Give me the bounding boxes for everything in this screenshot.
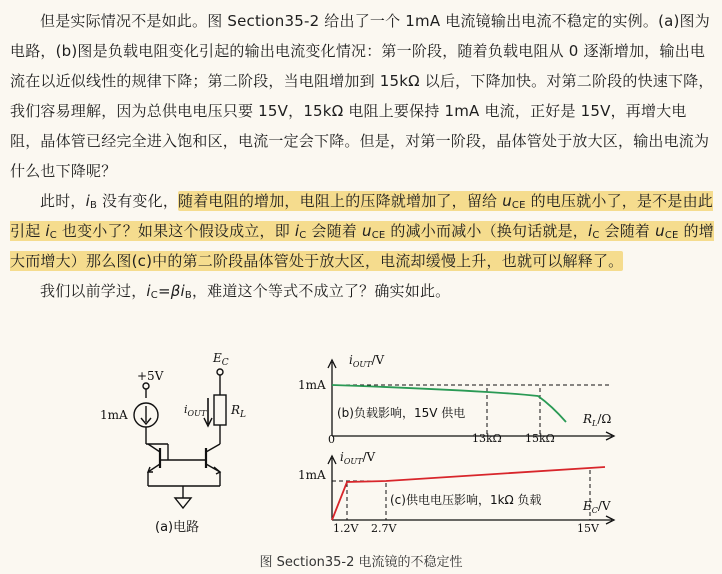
eq-ic-sub: C <box>150 290 158 301</box>
p2-lead: 此时， <box>40 192 86 210</box>
graph-c-ylabel: $i_{OUT}/V$ <box>340 450 376 466</box>
p3-tail: ，难道这个等式不成立了？确实如此。 <box>191 282 451 300</box>
var-ic: i <box>294 222 300 240</box>
var-ic: i <box>45 222 50 240</box>
hl-part-1: 随着电阻的增加，电阻上的压降就增加了，留给 <box>178 192 503 210</box>
eq-ic: i <box>146 282 151 300</box>
eq-beta: =β <box>157 282 181 300</box>
graph-b <box>298 353 614 446</box>
body-text <box>10 6 716 306</box>
graph-c-xlabel: $E_C/V$ <box>583 499 611 515</box>
var-uce-sub: CE <box>371 230 386 241</box>
graph-c <box>298 450 614 535</box>
var-uce: u <box>502 192 512 210</box>
var-uce-sub: CE <box>511 200 526 211</box>
paragraph-1: 但是实际情况不是如此。图 Section35-2 给出了一个 1mA 电流镜输出电流不稳定的实例。(a)图为电路，(b)图是负载电阻变化引起的输出电流变化情况：第一阶段，随着负载电阻从 0 逐渐增加，输出电流在以近似线性的规律下降；第二阶段，当电阻增加到 15kΩ 以后，下降加快。对第二阶段的快速下降，我们容易理解，因为总供电电压只要 15V，15kΩ 电阻上要保持 1mA 电流，正好是 15V，再增大电阻，晶体管已经完全进入饱和区，电流一定会下降。但是，对第一阶段，晶体管处于放大区，输出电流为什么也下降呢？ <box>10 12 714 180</box>
paragraph-3 <box>10 276 716 306</box>
graph-c-label: (c)供电电压影响，1kΩ 负载 <box>390 493 542 507</box>
hl-part-5: 的减小而减小（换句话就是， <box>385 222 588 240</box>
graph-b-xtick-15k: 15kΩ <box>525 432 555 445</box>
iout-label: $i_{OUT}$ <box>184 403 207 418</box>
graph-b-xtick-13k: 13kΩ <box>472 432 502 445</box>
graph-c-xtick-15v: 15V <box>577 522 599 535</box>
var-ic-sub: C <box>49 230 57 241</box>
var-uce-sub: CE <box>664 230 679 241</box>
vplus-terminal <box>143 383 149 389</box>
eq-ib-sub: B <box>184 290 192 301</box>
source-value-label: 1mA <box>100 408 128 422</box>
load-resistor <box>214 395 226 425</box>
rl-label: $R_L$ <box>231 403 247 420</box>
eq-ib: i <box>180 282 185 300</box>
graph-b-label: (b)负载影响，15V 供电 <box>337 406 466 420</box>
ec-terminal <box>217 369 223 375</box>
graph-b-xlabel: $R_L/\Omega$ <box>583 412 612 428</box>
var-ic-sub: C <box>592 230 600 241</box>
hl-part-6: 会随着 <box>599 222 656 240</box>
vplus-label: +5V <box>137 369 164 383</box>
q1-collector <box>148 444 160 452</box>
var-ib: i <box>85 192 90 210</box>
q2-collector <box>206 444 220 452</box>
circuit-diagram <box>134 369 226 508</box>
var-ic-sub: C <box>299 230 307 241</box>
hl-part-7: 的增大而增大）那么图(c)中的第二阶段晶体管处于放大区，电流却缓慢上升，也就可以解释了。 <box>10 222 714 270</box>
figure-caption: 图 Section35-2 电流镜的不稳定性 <box>259 555 463 570</box>
var-uce: u <box>362 222 372 240</box>
figure <box>0 340 722 545</box>
graph-b-ylabel: $i_{OUT}/V$ <box>349 353 385 369</box>
hl-part-3: 也变小了？如果这个假设成立，即 <box>56 222 295 240</box>
p2-s1: 没有变化， <box>97 192 179 210</box>
graph-b-ytick: 1mA <box>298 378 326 392</box>
hl-part-4: 会随着 <box>306 222 362 240</box>
graph-c-ytick: 1mA <box>298 468 326 482</box>
circuit-caption: (a)电路 <box>155 520 200 535</box>
paragraph-2 <box>10 186 716 276</box>
p3-lead: 我们以前学过， <box>40 282 147 300</box>
var-uce: u <box>655 222 665 240</box>
graph-b-origin: 0 <box>328 433 335 446</box>
ground-symbol <box>175 498 191 508</box>
hl-part-2: 的电压就小了，是不是由此引起 <box>10 192 713 240</box>
ec-label: $E_C$ <box>213 351 229 368</box>
var-ic: i <box>588 222 593 240</box>
graph-c-xtick-12v: 1.2V <box>333 522 359 535</box>
var-ib-sub: B <box>89 200 98 211</box>
graph-c-xtick-27v: 2.7V <box>371 522 397 535</box>
